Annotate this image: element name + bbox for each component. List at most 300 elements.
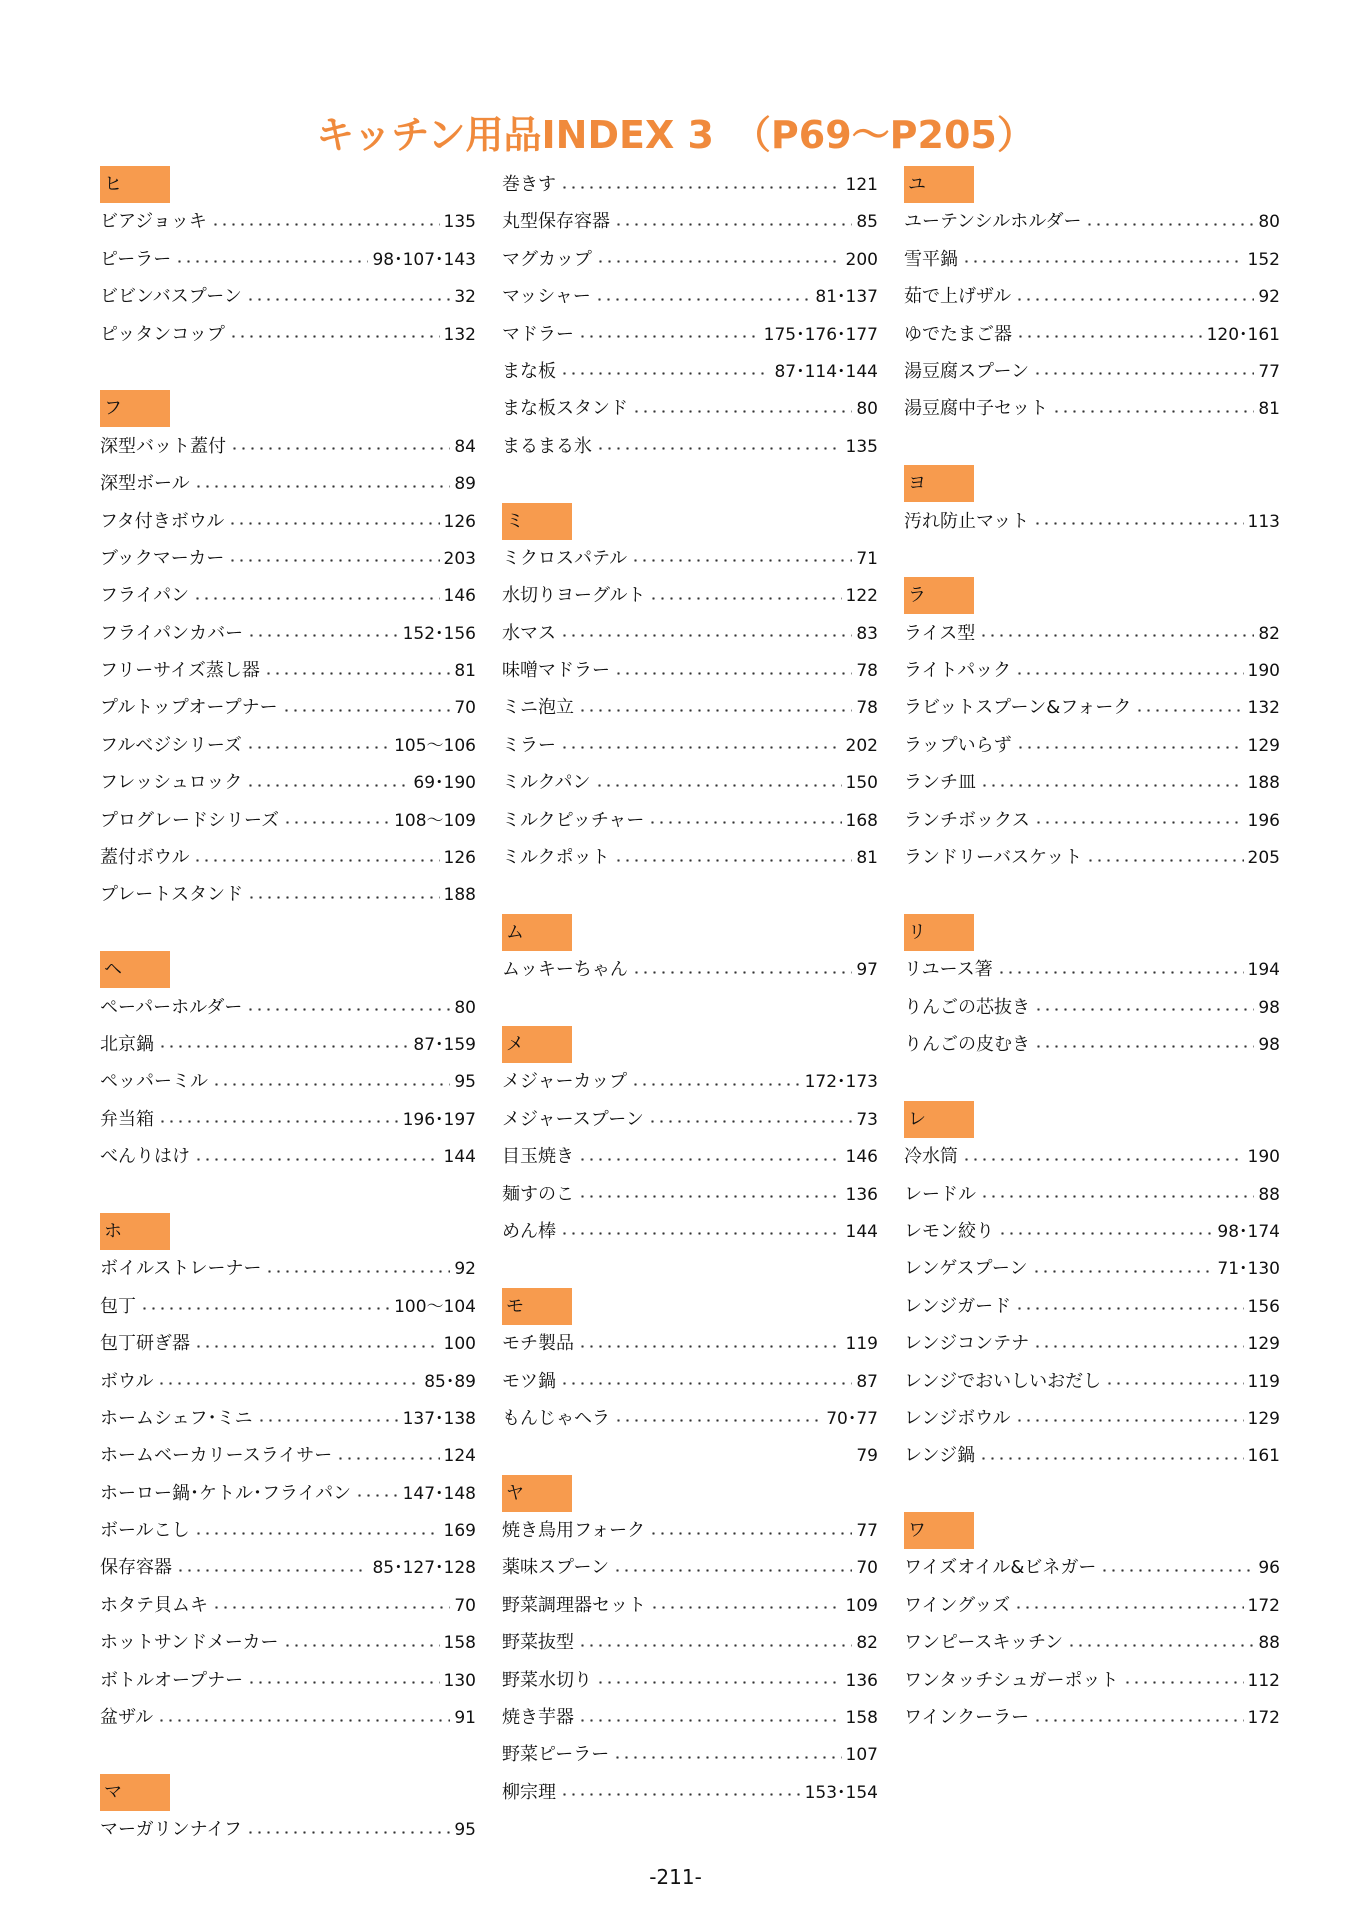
index-entry [904, 1699, 1280, 1736]
entry-name: 汚れ防止マット [904, 510, 1030, 532]
dot-leader [1015, 1307, 1243, 1310]
dot-leader [962, 1158, 1244, 1161]
index-entry [100, 241, 476, 278]
index-entry [502, 353, 878, 390]
entry-page: 97 [856, 960, 878, 981]
dot-leader [282, 709, 451, 712]
entry-page: 85･127･128 [372, 1558, 476, 1579]
dot-leader [649, 1532, 852, 1535]
dot-leader [230, 447, 450, 450]
entry-page: 98 [1258, 1034, 1280, 1055]
entry-name: レードル [904, 1183, 976, 1205]
entry-name: 盆ザル [100, 1707, 154, 1729]
entry-name: ピッタンコップ [100, 323, 225, 345]
entry-name: まな板 [502, 360, 556, 382]
entry-page: 87 [856, 1371, 878, 1392]
dot-leader [1100, 1569, 1254, 1572]
entry-page: 88 [1258, 1184, 1280, 1205]
entry-name: 蓋付ボウル [100, 847, 190, 869]
index-entry [904, 989, 1280, 1026]
index-entry [502, 540, 878, 577]
dot-leader [578, 1644, 852, 1647]
entry-name: ピーラー [100, 248, 172, 270]
index-entry [100, 802, 476, 839]
index-entry [904, 727, 1280, 764]
dot-leader [614, 1419, 822, 1422]
index-column-2 [502, 166, 878, 1811]
entry-page: 120･161 [1206, 324, 1280, 345]
dot-leader [631, 559, 852, 562]
section-header: モ [502, 1288, 572, 1325]
dot-leader [211, 223, 440, 226]
dot-leader [283, 821, 390, 824]
index-entry [904, 615, 1280, 652]
section-header-row [100, 1774, 476, 1811]
entry-name: ワンピースキッチン [904, 1632, 1064, 1654]
entry-page: 161 [1247, 1446, 1280, 1467]
entry-name: 深型ボール [100, 473, 190, 495]
dot-leader [1015, 298, 1254, 301]
section-header-row [502, 914, 878, 951]
dot-leader [631, 1083, 800, 1086]
section-header-row [904, 1512, 1280, 1549]
dot-leader [997, 971, 1244, 974]
entry-name: ブックマーカー [100, 547, 225, 569]
index-entry [100, 1811, 476, 1848]
entry-page: 91 [454, 1708, 476, 1729]
index-entry [100, 1624, 476, 1661]
index-entry [100, 1437, 476, 1474]
index-entry [100, 764, 476, 801]
index-entry [100, 1063, 476, 1100]
section-header-row [502, 1288, 878, 1325]
entry-name: メジャースプーン [502, 1108, 644, 1130]
dot-leader [336, 1457, 439, 1460]
entry-name: もんじゃヘラ [502, 1407, 610, 1429]
index-entry [502, 241, 878, 278]
section-header-row [904, 465, 1280, 502]
index-entry [502, 577, 878, 614]
entry-name: 雪平鍋 [904, 248, 958, 270]
spacer-row [100, 914, 476, 951]
entry-name: 麺すのこ [502, 1183, 574, 1205]
dot-leader [158, 1045, 409, 1048]
dot-leader [247, 896, 439, 899]
entry-page: 71･130 [1217, 1259, 1280, 1280]
index-entry [502, 1624, 878, 1661]
dot-leader [264, 672, 451, 675]
index-entry [904, 689, 1280, 726]
dot-leader [578, 1195, 842, 1198]
dot-leader [246, 298, 451, 301]
dot-leader [649, 597, 841, 600]
index-entry [100, 839, 476, 876]
spacer-row [502, 989, 878, 1026]
index-column-3 [904, 166, 1280, 1736]
entry-name: りんごの芯抜き [904, 996, 1030, 1018]
entry-name: ボウル [100, 1370, 154, 1392]
entry-page: 98･107･143 [372, 249, 476, 270]
section-header: メ [502, 1026, 572, 1063]
entry-name: 湯豆腐スプーン [904, 360, 1030, 382]
dot-leader [560, 372, 770, 375]
entry-name: ミクロスパテル [502, 547, 628, 569]
section-header: ユ [904, 166, 974, 203]
entry-page: 129 [1247, 1334, 1280, 1355]
entry-page: 98 [1258, 997, 1280, 1018]
dot-leader [157, 1382, 420, 1385]
dot-leader [1032, 1270, 1214, 1273]
dot-leader [1085, 223, 1254, 226]
entry-name: 水切りヨーグルト [502, 585, 646, 607]
entry-page: 124 [443, 1446, 476, 1467]
entry-page: 205 [1247, 848, 1280, 869]
dot-leader [247, 634, 398, 637]
entry-page: 156 [1247, 1296, 1280, 1317]
entry-page: 71 [856, 548, 878, 569]
spacer-row [502, 1250, 878, 1287]
index-entry [100, 1662, 476, 1699]
entry-name: ボイルストレーナー [100, 1258, 262, 1280]
index-entry [502, 802, 878, 839]
entry-name: 焼き芋器 [502, 1707, 574, 1729]
dot-leader [1033, 1719, 1243, 1722]
index-entry [904, 503, 1280, 540]
index-entry [904, 1400, 1280, 1437]
entry-page: 126 [443, 511, 476, 532]
entry-name: ペッパーミル [100, 1071, 208, 1093]
index-entry [502, 652, 878, 689]
dot-leader [595, 298, 811, 301]
entry-page: 136 [845, 1184, 878, 1205]
entry-page: 188 [443, 885, 476, 906]
entry-name: 野菜調理器セット [502, 1594, 646, 1616]
entry-name: プルトップオープナー [100, 697, 278, 719]
section-header: ホ [100, 1213, 170, 1250]
entry-name: フレッシュロック [100, 772, 243, 794]
entry-name: ホタテ貝ムキ [100, 1594, 208, 1616]
entry-page: 87･159 [413, 1034, 476, 1055]
entry-page: 95 [454, 1820, 476, 1841]
index-entry [904, 1213, 1280, 1250]
index-entry [100, 316, 476, 353]
entry-page: 119 [845, 1334, 878, 1355]
entry-page: 190 [1247, 661, 1280, 682]
entry-name: 弁当箱 [100, 1108, 154, 1130]
dot-leader [1015, 1419, 1244, 1422]
index-column-1 [100, 166, 476, 1849]
dot-leader [578, 1719, 842, 1722]
entry-name: 湯豆腐中子セット [904, 398, 1048, 420]
entry-name: ユーテンシルホルダー [904, 211, 1082, 233]
spacer-row [100, 1176, 476, 1213]
dot-leader [962, 260, 1244, 263]
entry-name: レンジでおいしいおだし [904, 1370, 1102, 1392]
section-header: ワ [904, 1512, 974, 1549]
dot-leader [578, 709, 852, 712]
entry-page: 122 [845, 586, 878, 607]
entry-page: 121 [845, 175, 878, 195]
dot-leader [158, 1120, 399, 1123]
entry-name: 薬味スプーン [502, 1557, 610, 1579]
index-entry [502, 839, 878, 876]
entry-page: 172 [1247, 1595, 1280, 1616]
entry-page: 81 [1258, 399, 1280, 420]
section-header-row [100, 390, 476, 427]
index-entry [100, 1699, 476, 1736]
dot-leader [648, 1120, 853, 1123]
dot-leader [998, 1232, 1213, 1235]
index-entry [904, 1549, 1280, 1586]
entry-name: ホームベーカリースライサー [100, 1445, 333, 1467]
entry-page: 158 [845, 1708, 878, 1729]
entry-page: 144 [845, 1221, 878, 1242]
entry-page: 70･77 [826, 1408, 878, 1429]
index-entry [502, 951, 878, 988]
index-entry [502, 1699, 878, 1736]
entry-page-continued: 79 [856, 1446, 878, 1467]
entry-name: ラップいらず [904, 734, 1012, 756]
index-entry [502, 1736, 878, 1773]
entry-name: 巻きす [502, 174, 556, 195]
entry-page: 92 [1258, 287, 1280, 308]
entry-name: ラビットスプーン&フォーク [904, 697, 1132, 719]
dot-leader [614, 223, 852, 226]
entry-page: 129 [1247, 1408, 1280, 1429]
dot-leader [560, 186, 842, 189]
index-entry [502, 1101, 878, 1138]
entry-name: 目玉焼き [502, 1146, 574, 1168]
index-entry [502, 1213, 878, 1250]
section-header-row [904, 577, 1280, 614]
entry-page: 82 [856, 1633, 878, 1654]
entry-name: モチ製品 [502, 1333, 574, 1355]
index-entry [904, 802, 1280, 839]
index-entry [904, 278, 1280, 315]
entry-page: 80 [856, 399, 878, 420]
dot-leader [1014, 1606, 1243, 1609]
entry-page: 196･197 [402, 1109, 476, 1130]
index-entry [904, 1662, 1280, 1699]
index-entry [502, 1063, 878, 1100]
entry-page: 158 [443, 1633, 476, 1654]
entry-page: 92 [454, 1259, 476, 1280]
entry-name: モツ鍋 [502, 1370, 556, 1392]
index-entry [502, 689, 878, 726]
entry-name: 水マス [502, 622, 556, 644]
section-header-row [502, 1475, 878, 1512]
index-entry [502, 316, 878, 353]
entry-name: レンジガード [904, 1295, 1012, 1317]
dot-leader [193, 859, 439, 862]
page-title: キッチン用品INDEX 3 （P69～P205） [316, 113, 1035, 157]
entry-page: 150 [845, 773, 878, 794]
entry-page: 113 [1247, 511, 1280, 532]
entry-name: ゆでたまご器 [904, 323, 1012, 345]
dot-leader [613, 1756, 841, 1759]
entry-name: メジャーカップ [502, 1071, 628, 1093]
entry-page: 146 [845, 1147, 878, 1168]
entry-page: 32 [454, 287, 476, 308]
dot-leader [1033, 372, 1254, 375]
dot-leader [1034, 821, 1244, 824]
entry-page: 147･148 [402, 1483, 476, 1504]
entry-page: 153･154 [804, 1782, 878, 1803]
entry-page: 132 [443, 324, 476, 345]
entry-page: 98･174 [1217, 1221, 1280, 1242]
dot-leader [246, 784, 409, 787]
entry-name: 包丁研ぎ器 [100, 1333, 190, 1355]
entry-page: 152 [1247, 249, 1280, 270]
entry-page: 169 [443, 1521, 476, 1542]
dot-leader [194, 1345, 440, 1348]
entry-page: 112 [1247, 1670, 1280, 1691]
index-entry [502, 1400, 878, 1437]
entry-page: 85･89 [424, 1371, 476, 1392]
dot-leader [228, 522, 439, 525]
entry-page: 69･190 [413, 773, 476, 794]
index-entry [100, 503, 476, 540]
index-entry [904, 241, 1280, 278]
dot-leader [157, 1719, 450, 1722]
dot-leader [257, 1419, 399, 1422]
section-header-row [502, 1026, 878, 1063]
entry-name: レンゲスプーン [904, 1258, 1028, 1280]
entry-name: 野菜水切り [502, 1669, 592, 1691]
entry-page: 107 [845, 1745, 878, 1766]
section-header: ヨ [904, 465, 974, 502]
entry-name: マーガリンナイフ [100, 1819, 242, 1841]
index-entry [904, 1624, 1280, 1661]
section-header: リ [904, 914, 974, 951]
dot-leader [632, 410, 852, 413]
dot-leader [1067, 1644, 1254, 1647]
entry-name: ミルクポット [502, 847, 610, 869]
index-entry [904, 951, 1280, 988]
entry-name: ライトパック [904, 660, 1012, 682]
dot-leader [1034, 1008, 1254, 1011]
index-entry [100, 1288, 476, 1325]
dot-leader [614, 672, 852, 675]
index-entry [100, 1400, 476, 1437]
index-entry [100, 1325, 476, 1362]
entry-page: 108～109 [394, 810, 476, 831]
index-entry [502, 615, 878, 652]
section-header: ラ [904, 577, 974, 614]
index-entry [904, 1325, 1280, 1362]
spacer-row [904, 1063, 1280, 1100]
dot-leader [194, 1158, 440, 1161]
index-entry [100, 577, 476, 614]
dot-leader [560, 746, 842, 749]
index-entry [904, 1288, 1280, 1325]
entry-name: べんりはけ [100, 1146, 190, 1168]
entry-page: 119 [1247, 1371, 1280, 1392]
index-entry [502, 1437, 878, 1474]
dot-leader [246, 1831, 451, 1834]
entry-name: プレートスタンド [100, 884, 244, 906]
entry-name: レモン絞り [904, 1220, 994, 1242]
entry-page: 81 [856, 848, 878, 869]
index-entry [100, 1026, 476, 1063]
section-header: ヒ [100, 166, 170, 203]
entry-page: 80 [1258, 212, 1280, 233]
entry-name: 茹で上げザル [904, 286, 1012, 308]
entry-name: レンジコンテナ [904, 1333, 1030, 1355]
entry-name: ビアジョッキ [100, 211, 207, 233]
index-entry [502, 1138, 878, 1175]
dot-leader [1086, 859, 1243, 862]
index-entry [100, 1138, 476, 1175]
entry-name: 北京鍋 [100, 1033, 154, 1055]
dot-leader [648, 821, 841, 824]
spacer-row [100, 1736, 476, 1773]
entry-name: マドラー [502, 323, 574, 345]
dot-leader [560, 1793, 801, 1796]
index-entry [502, 203, 878, 240]
dot-leader [229, 335, 440, 338]
entry-name: マッシャー [502, 286, 591, 308]
index-entry [100, 1250, 476, 1287]
index-entry [502, 1512, 878, 1549]
dot-leader [650, 1606, 842, 1609]
section-header-row [904, 1101, 1280, 1138]
entry-name: フルベジシリーズ [100, 734, 242, 756]
spacer-row [502, 876, 878, 913]
entry-name: フリーサイズ蒸し器 [100, 660, 260, 682]
entry-name: ミルクパン [502, 772, 591, 794]
index-entry [502, 278, 878, 315]
section-header-row [904, 166, 1280, 203]
entry-page: 88 [1258, 1633, 1280, 1654]
dot-leader [614, 859, 853, 862]
entry-page: 100～104 [394, 1296, 476, 1317]
index-entry [100, 989, 476, 1026]
entry-name: 柳宗理 [502, 1781, 556, 1803]
spacer-row [904, 540, 1280, 577]
dot-leader [212, 1606, 450, 1609]
dot-leader [1123, 1681, 1244, 1684]
spacer-row [100, 353, 476, 390]
entry-page: 73 [856, 1109, 878, 1130]
dot-leader [1052, 410, 1254, 413]
entry-name: ワイズオイル&ビネガー [904, 1557, 1097, 1579]
entry-name: レンジボウル [904, 1407, 1011, 1429]
index-entry [502, 166, 878, 203]
entry-name: ホーロー鍋･ケトル･フライパン [100, 1482, 352, 1504]
dot-leader [560, 1382, 852, 1385]
index-entry [502, 1774, 878, 1811]
index-entry [100, 1549, 476, 1586]
entry-name: ランチ皿 [904, 772, 976, 794]
section-header: フ [100, 390, 170, 427]
index-entry [100, 1475, 476, 1512]
section-header-row [100, 951, 476, 988]
entry-name: めん棒 [502, 1220, 556, 1242]
entry-page: 132 [1247, 698, 1280, 719]
index-entry [904, 839, 1280, 876]
entry-name: ホットサンドメーカー [100, 1632, 279, 1654]
entry-name: まるまる氷 [502, 435, 592, 457]
index-entry [100, 876, 476, 913]
section-header: マ [100, 1774, 170, 1811]
entry-page: 89 [454, 474, 476, 495]
index-entry [904, 353, 1280, 390]
entry-name: ランドリーバスケット [904, 847, 1083, 869]
entry-page: 78 [856, 698, 878, 719]
index-entry [904, 1176, 1280, 1213]
index-entry [904, 1587, 1280, 1624]
